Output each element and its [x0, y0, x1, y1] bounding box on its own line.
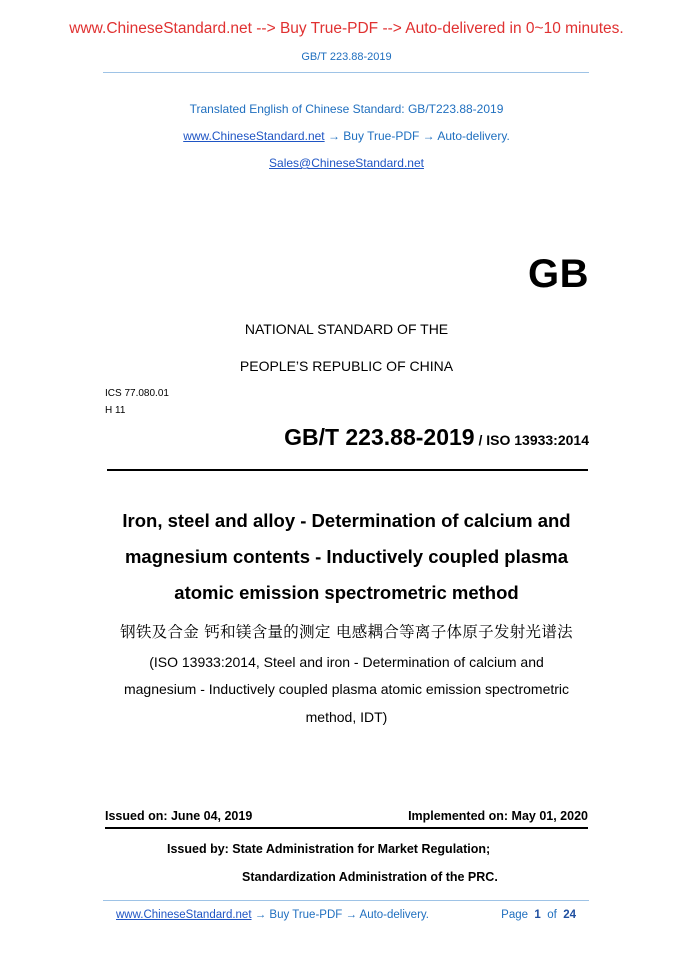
title-divider — [107, 469, 588, 471]
header-divider — [103, 72, 589, 73]
chinese-title: 钢铁及合金 钙和镁含量的测定 电感耦合等离子体原子发射光谱法 — [120, 623, 573, 641]
standard-number-main: GB/T 223.88-2019 — [284, 424, 475, 450]
site-link[interactable]: www.ChineseStandard.net — [183, 129, 325, 143]
purchase-text: → Buy True-PDF → Auto-delivery. — [324, 129, 510, 143]
gb-mark: GB — [528, 252, 589, 296]
classification-code: H 11 — [105, 405, 126, 416]
standard-number — [284, 424, 589, 451]
page-total: 24 — [563, 909, 576, 921]
title-line-1: Iron, steel and alloy - Determination of calcium and — [122, 510, 571, 531]
footer-purchase-text: → Buy True-PDF → Auto-delivery. — [251, 909, 429, 921]
page-current: 1 — [534, 909, 541, 921]
national-standard-line1: NATIONAL STANDARD OF THE — [244, 321, 449, 337]
email-link[interactable]: Sales@ChineseStandard.net — [269, 156, 424, 170]
issued-by-line1: Issued by: State Administration for Market Regulation; — [167, 842, 491, 856]
title-line-2: magnesium contents - Inductively coupled plasma — [124, 546, 569, 567]
email-line — [0, 156, 693, 170]
iso-reference-line2: magnesium - Inductively coupled plasma atomic emission spectrometric — [123, 681, 570, 697]
purchase-line — [0, 129, 693, 143]
dates-divider — [105, 827, 588, 829]
issued-on-date: Issued on: June 04, 2019 — [105, 809, 253, 823]
implemented-on-date: Implemented on: May 01, 2020 — [408, 809, 588, 823]
page-indicator — [501, 909, 576, 921]
iso-reference-line3: method, IDT) — [305, 709, 388, 725]
title-line-3: atomic emission spectrometric method — [174, 582, 519, 603]
page-of: of — [547, 909, 557, 921]
iso-equivalent: / ISO 13933:2014 — [474, 432, 589, 448]
footer-divider — [103, 900, 589, 901]
promo-banner[interactable]: www.ChineseStandard.net --> Buy True-PDF --> Auto-delivered in 0~10 minutes. — [69, 20, 624, 37]
issued-by-line2: Standardization Administration of the PRC. — [242, 870, 498, 884]
national-standard-line2: PEOPLE’S REPUBLIC OF CHINA — [239, 358, 454, 374]
footer-site-link[interactable]: www.ChineseStandard.net — [116, 909, 252, 921]
ics-code: ICS 77.080.01 — [105, 388, 169, 399]
header-standard-code: GB/T 223.88-2019 — [301, 51, 392, 63]
iso-reference-line1: (ISO 13933:2014, Steel and iron - Determination of calcium and — [149, 654, 544, 670]
footer-purchase — [116, 909, 429, 921]
page-label: Page — [501, 909, 529, 921]
translation-notice: Translated English of Chinese Standard: GB/T223.88-2019 — [189, 102, 504, 116]
